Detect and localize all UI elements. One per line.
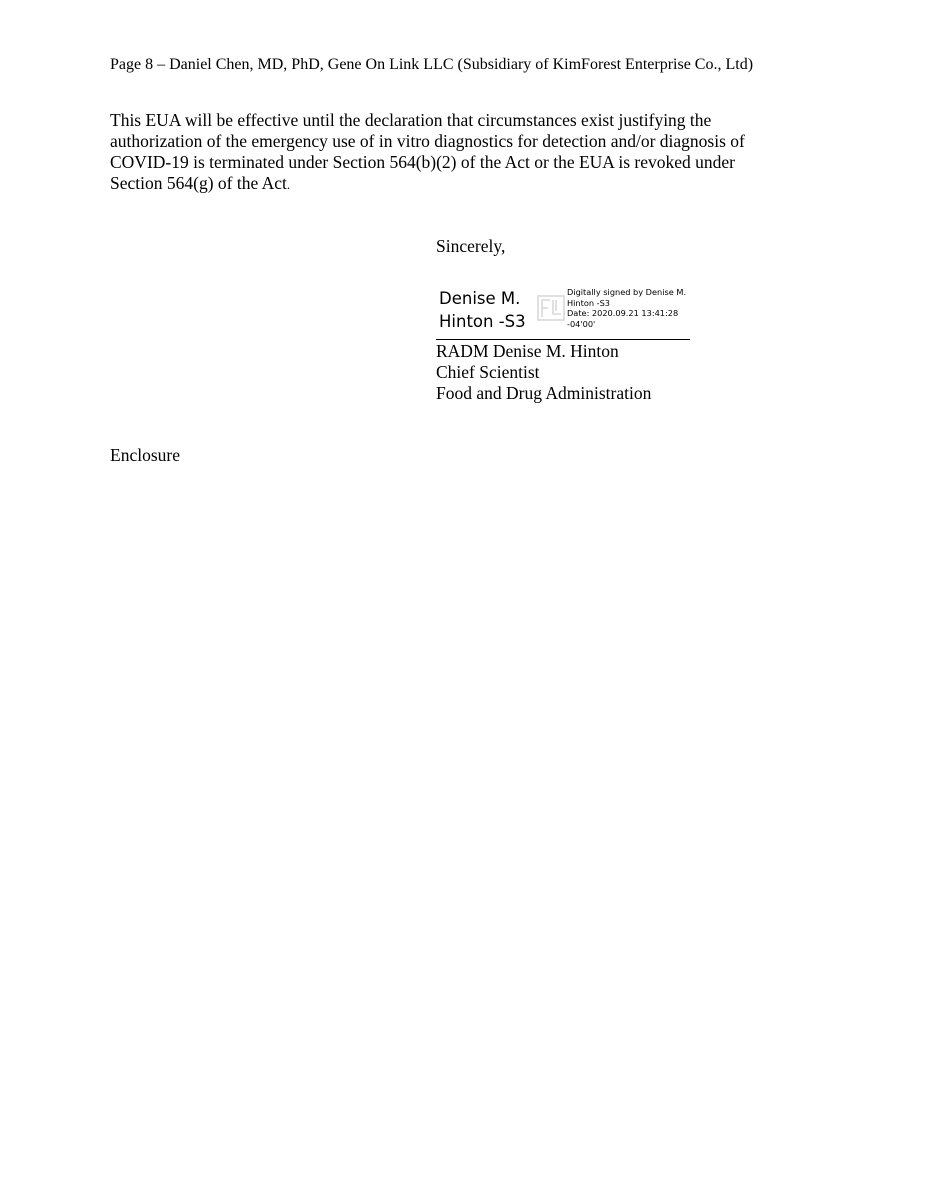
signer-info: [436, 341, 651, 404]
signature-detail-line: Date: 2020.09.21 13:41:28: [567, 308, 679, 318]
digital-signature: [436, 284, 690, 338]
signature-detail-line: Digitally signed by Denise M.: [567, 287, 687, 297]
paragraph-line-text: Section 564(g) of the Act: [110, 173, 287, 193]
page-header: Page 8 – Daniel Chen, MD, PhD, Gene On Link LLC (Subsidiary of KimForest Enterprise Co., Ltd): [110, 56, 754, 73]
body-paragraph: [110, 110, 800, 195]
paragraph-line: This EUA will be effective until the declaration that circumstances exist justifying the: [110, 110, 712, 130]
paragraph-final-period: .: [286, 177, 291, 192]
signature-details: [567, 287, 686, 329]
paragraph-line: COVID-19 is terminated under Section 564(b)(2) of the Act or the EUA is revoked under: [110, 152, 735, 172]
signer-name: RADM Denise M. Hinton: [436, 341, 619, 361]
paragraph-line: [110, 173, 800, 195]
paragraph-line: authorization of the emergency use of in vitro diagnostics for detection and/or diagnosis of: [110, 131, 745, 151]
enclosure-label: Enclosure: [110, 445, 180, 465]
signature-name-line: Hinton -S3: [439, 312, 526, 331]
signature-name-line: Denise M.: [439, 289, 521, 308]
closing-salutation: Sincerely,: [436, 236, 506, 256]
signer-organization: Food and Drug Administration: [436, 383, 652, 403]
signature-detail-line: -04'00': [567, 318, 596, 329]
signer-title: Chief Scientist: [436, 362, 540, 382]
signature-detail-line: Hinton -S3: [567, 297, 610, 308]
signature-name: [439, 287, 526, 333]
signature-line: [436, 339, 690, 340]
signature-watermark-icon: [537, 295, 565, 321]
